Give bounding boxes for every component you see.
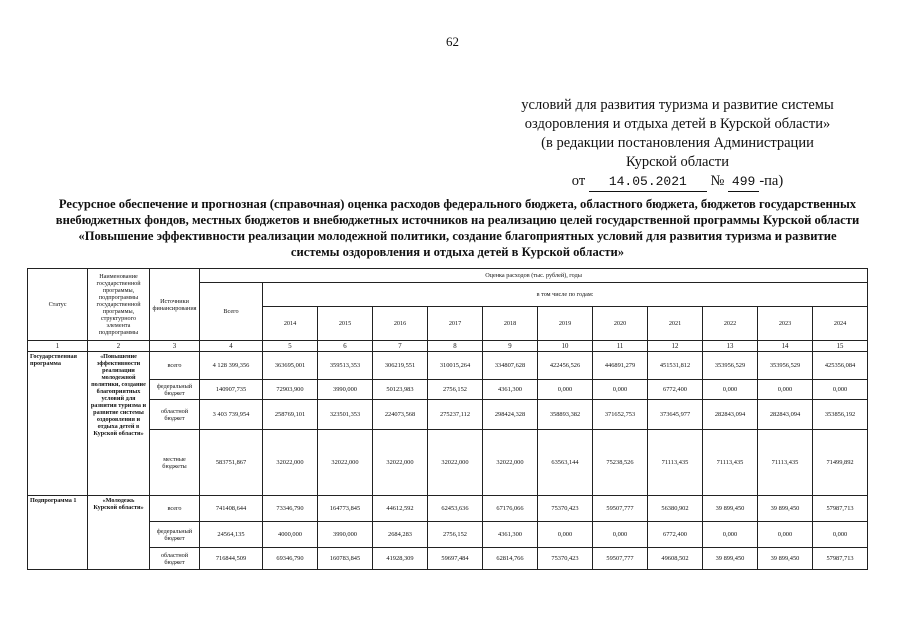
year-value: 353956,529 <box>703 352 758 380</box>
year-value: 6772,400 <box>648 522 703 548</box>
header-year: 2015 <box>318 307 373 341</box>
year-value: 32022,000 <box>483 430 538 496</box>
column-number: 13 <box>703 341 758 352</box>
document-header <box>505 96 850 192</box>
year-value: 75370,423 <box>538 496 593 522</box>
header-year: 2023 <box>758 307 813 341</box>
total-value: 741408,644 <box>200 496 263 522</box>
header-name: Наименование государственной программы, подпрограммы государственной программы, структурного элемента подпрограммы <box>88 269 150 341</box>
year-value: 4000,000 <box>263 522 318 548</box>
table-row <box>28 400 868 430</box>
row-status: Подпрограмма 1 <box>28 496 88 570</box>
header-status: Статус <box>28 269 88 341</box>
row-name: «Молодежь Курской области» <box>88 496 150 570</box>
year-value: 275237,112 <box>428 400 483 430</box>
header-year: 2024 <box>813 307 868 341</box>
header-including: в том числе по годам: <box>263 283 868 307</box>
page-number: 62 <box>446 34 459 49</box>
year-value: 57987,713 <box>813 548 868 570</box>
header-year: 2020 <box>593 307 648 341</box>
table-row <box>28 522 868 548</box>
year-value: 451531,812 <box>648 352 703 380</box>
total-value: 4 128 399,356 <box>200 352 263 380</box>
header-year: 2019 <box>538 307 593 341</box>
row-name: «Повышение эффективности реализации молодежной политики, создание благоприятных условий для развития туризма и развитие системы оздоровления и отдыха детей в Курской области» <box>88 352 150 496</box>
column-number: 10 <box>538 341 593 352</box>
year-value: 0,000 <box>813 380 868 400</box>
date-prefix: от <box>571 173 586 189</box>
column-number: 12 <box>648 341 703 352</box>
document-title: Ресурсное обеспечение и прогнозная (справочная) оценка расходов федерального бюджета, областного бюджета, бюджетов государственных внебюджетных фондов, местных бюджетов и внебюджетных источников на реализацию целей государственной программы Курской области «Повышение эффективности реализации молодежной политики, создание благоприятных условий для развития туризма и развитие системы оздоровления и отдыха детей в Курской области» <box>55 197 860 259</box>
year-value: 0,000 <box>758 380 813 400</box>
year-value: 6772,400 <box>648 380 703 400</box>
year-value: 282843,094 <box>703 400 758 430</box>
table-row <box>28 548 868 570</box>
year-value: 0,000 <box>758 522 813 548</box>
year-value: 0,000 <box>813 522 868 548</box>
year-value: 0,000 <box>593 522 648 548</box>
header-year: 2022 <box>703 307 758 341</box>
row-status: Государственная программа <box>28 352 88 496</box>
year-value: 0,000 <box>703 522 758 548</box>
column-number: 2 <box>88 341 150 352</box>
year-value: 0,000 <box>538 380 593 400</box>
year-value: 59697,484 <box>428 548 483 570</box>
column-number: 8 <box>428 341 483 352</box>
table-row <box>28 496 868 522</box>
table-row <box>28 380 868 400</box>
year-value: 4361,300 <box>483 522 538 548</box>
header-source: Источники финансирования <box>150 269 200 341</box>
year-value: 32022,000 <box>318 430 373 496</box>
column-number: 6 <box>318 341 373 352</box>
year-value: 0,000 <box>538 522 593 548</box>
year-value: 306219,551 <box>373 352 428 380</box>
column-number: 15 <box>813 341 868 352</box>
header-year: 2017 <box>428 307 483 341</box>
year-value: 164773,845 <box>318 496 373 522</box>
year-value: 71113,435 <box>703 430 758 496</box>
year-value: 2684,283 <box>373 522 428 548</box>
funding-source: областной бюджет <box>150 548 200 570</box>
year-value: 422456,526 <box>538 352 593 380</box>
total-value: 3 403 739,954 <box>200 400 263 430</box>
year-value: 49608,502 <box>648 548 703 570</box>
year-value: 224073,568 <box>373 400 428 430</box>
header-line-2: оздоровления и отдыха детей в Курской области» <box>524 116 831 132</box>
year-value: 258769,101 <box>263 400 318 430</box>
number-prefix: № <box>710 173 725 189</box>
year-value: 0,000 <box>703 380 758 400</box>
header-line-4: Курской области <box>626 154 729 170</box>
header-line-1: условий для развития туризма и развитие системы <box>521 97 834 113</box>
funding-source: федеральный бюджет <box>150 522 200 548</box>
header-year: 2018 <box>483 307 538 341</box>
year-value: 62453,636 <box>428 496 483 522</box>
year-value: 71113,435 <box>648 430 703 496</box>
year-value: 4361,300 <box>483 380 538 400</box>
year-value: 371652,753 <box>593 400 648 430</box>
year-value: 73346,790 <box>263 496 318 522</box>
column-number: 11 <box>593 341 648 352</box>
year-value: 0,000 <box>593 380 648 400</box>
year-value: 160783,845 <box>318 548 373 570</box>
year-value: 358893,382 <box>538 400 593 430</box>
year-value: 67176,066 <box>483 496 538 522</box>
funding-source: областной бюджет <box>150 400 200 430</box>
year-value: 323501,353 <box>318 400 373 430</box>
header-total: Всего <box>200 283 263 341</box>
year-value: 59507,777 <box>593 496 648 522</box>
year-value: 50123,983 <box>373 380 428 400</box>
year-value: 334807,628 <box>483 352 538 380</box>
column-number: 5 <box>263 341 318 352</box>
total-value: 24564,135 <box>200 522 263 548</box>
year-value: 44612,592 <box>373 496 428 522</box>
year-value: 359513,353 <box>318 352 373 380</box>
year-value: 373645,977 <box>648 400 703 430</box>
header-date-line <box>505 172 850 192</box>
year-value: 59507,777 <box>593 548 648 570</box>
resource-table <box>27 268 868 570</box>
year-value: 282843,094 <box>758 400 813 430</box>
header-year: 2014 <box>263 307 318 341</box>
year-value: 62814,766 <box>483 548 538 570</box>
total-value: 140907,735 <box>200 380 263 400</box>
table-row <box>28 430 868 496</box>
year-value: 425356,084 <box>813 352 868 380</box>
column-number: 7 <box>373 341 428 352</box>
year-value: 75238,526 <box>593 430 648 496</box>
table-row <box>28 352 868 380</box>
year-value: 2756,152 <box>428 380 483 400</box>
number-value: 499 <box>728 172 759 192</box>
number-suffix: -па) <box>759 173 784 189</box>
year-value: 363695,001 <box>263 352 318 380</box>
column-number: 14 <box>758 341 813 352</box>
year-value: 353856,192 <box>813 400 868 430</box>
year-value: 69346,790 <box>263 548 318 570</box>
year-value: 298424,328 <box>483 400 538 430</box>
header-year: 2016 <box>373 307 428 341</box>
column-number: 4 <box>200 341 263 352</box>
year-value: 71113,435 <box>758 430 813 496</box>
total-value: 583751,867 <box>200 430 263 496</box>
year-value: 57987,713 <box>813 496 868 522</box>
year-value: 32022,000 <box>428 430 483 496</box>
year-value: 39 899,450 <box>758 548 813 570</box>
year-value: 2756,152 <box>428 522 483 548</box>
year-value: 39 899,450 <box>703 496 758 522</box>
year-value: 56380,902 <box>648 496 703 522</box>
header-estimate: Оценка расходов (тыс. рублей), годы <box>200 269 868 283</box>
year-value: 353956,529 <box>758 352 813 380</box>
year-value: 75370,423 <box>538 548 593 570</box>
year-value: 32022,000 <box>263 430 318 496</box>
year-value: 39 899,450 <box>758 496 813 522</box>
header-line-3: (в редакции постановления Администрации <box>541 135 814 151</box>
year-value: 3990,000 <box>318 522 373 548</box>
header-year: 2021 <box>648 307 703 341</box>
year-value: 71499,892 <box>813 430 868 496</box>
funding-source: федеральный бюджет <box>150 380 200 400</box>
year-value: 32022,000 <box>373 430 428 496</box>
year-value: 63563,144 <box>538 430 593 496</box>
year-value: 72903,900 <box>263 380 318 400</box>
column-number: 9 <box>483 341 538 352</box>
year-value: 310015,264 <box>428 352 483 380</box>
year-value: 41928,309 <box>373 548 428 570</box>
year-value: 39 899,450 <box>703 548 758 570</box>
year-value: 446891,279 <box>593 352 648 380</box>
column-number: 3 <box>150 341 200 352</box>
funding-source: всего <box>150 352 200 380</box>
total-value: 716844,509 <box>200 548 263 570</box>
year-value: 3990,000 <box>318 380 373 400</box>
funding-source: всего <box>150 496 200 522</box>
column-number: 1 <box>28 341 88 352</box>
funding-source: местные бюджеты <box>150 430 200 496</box>
date-value: 14.05.2021 <box>589 172 707 192</box>
